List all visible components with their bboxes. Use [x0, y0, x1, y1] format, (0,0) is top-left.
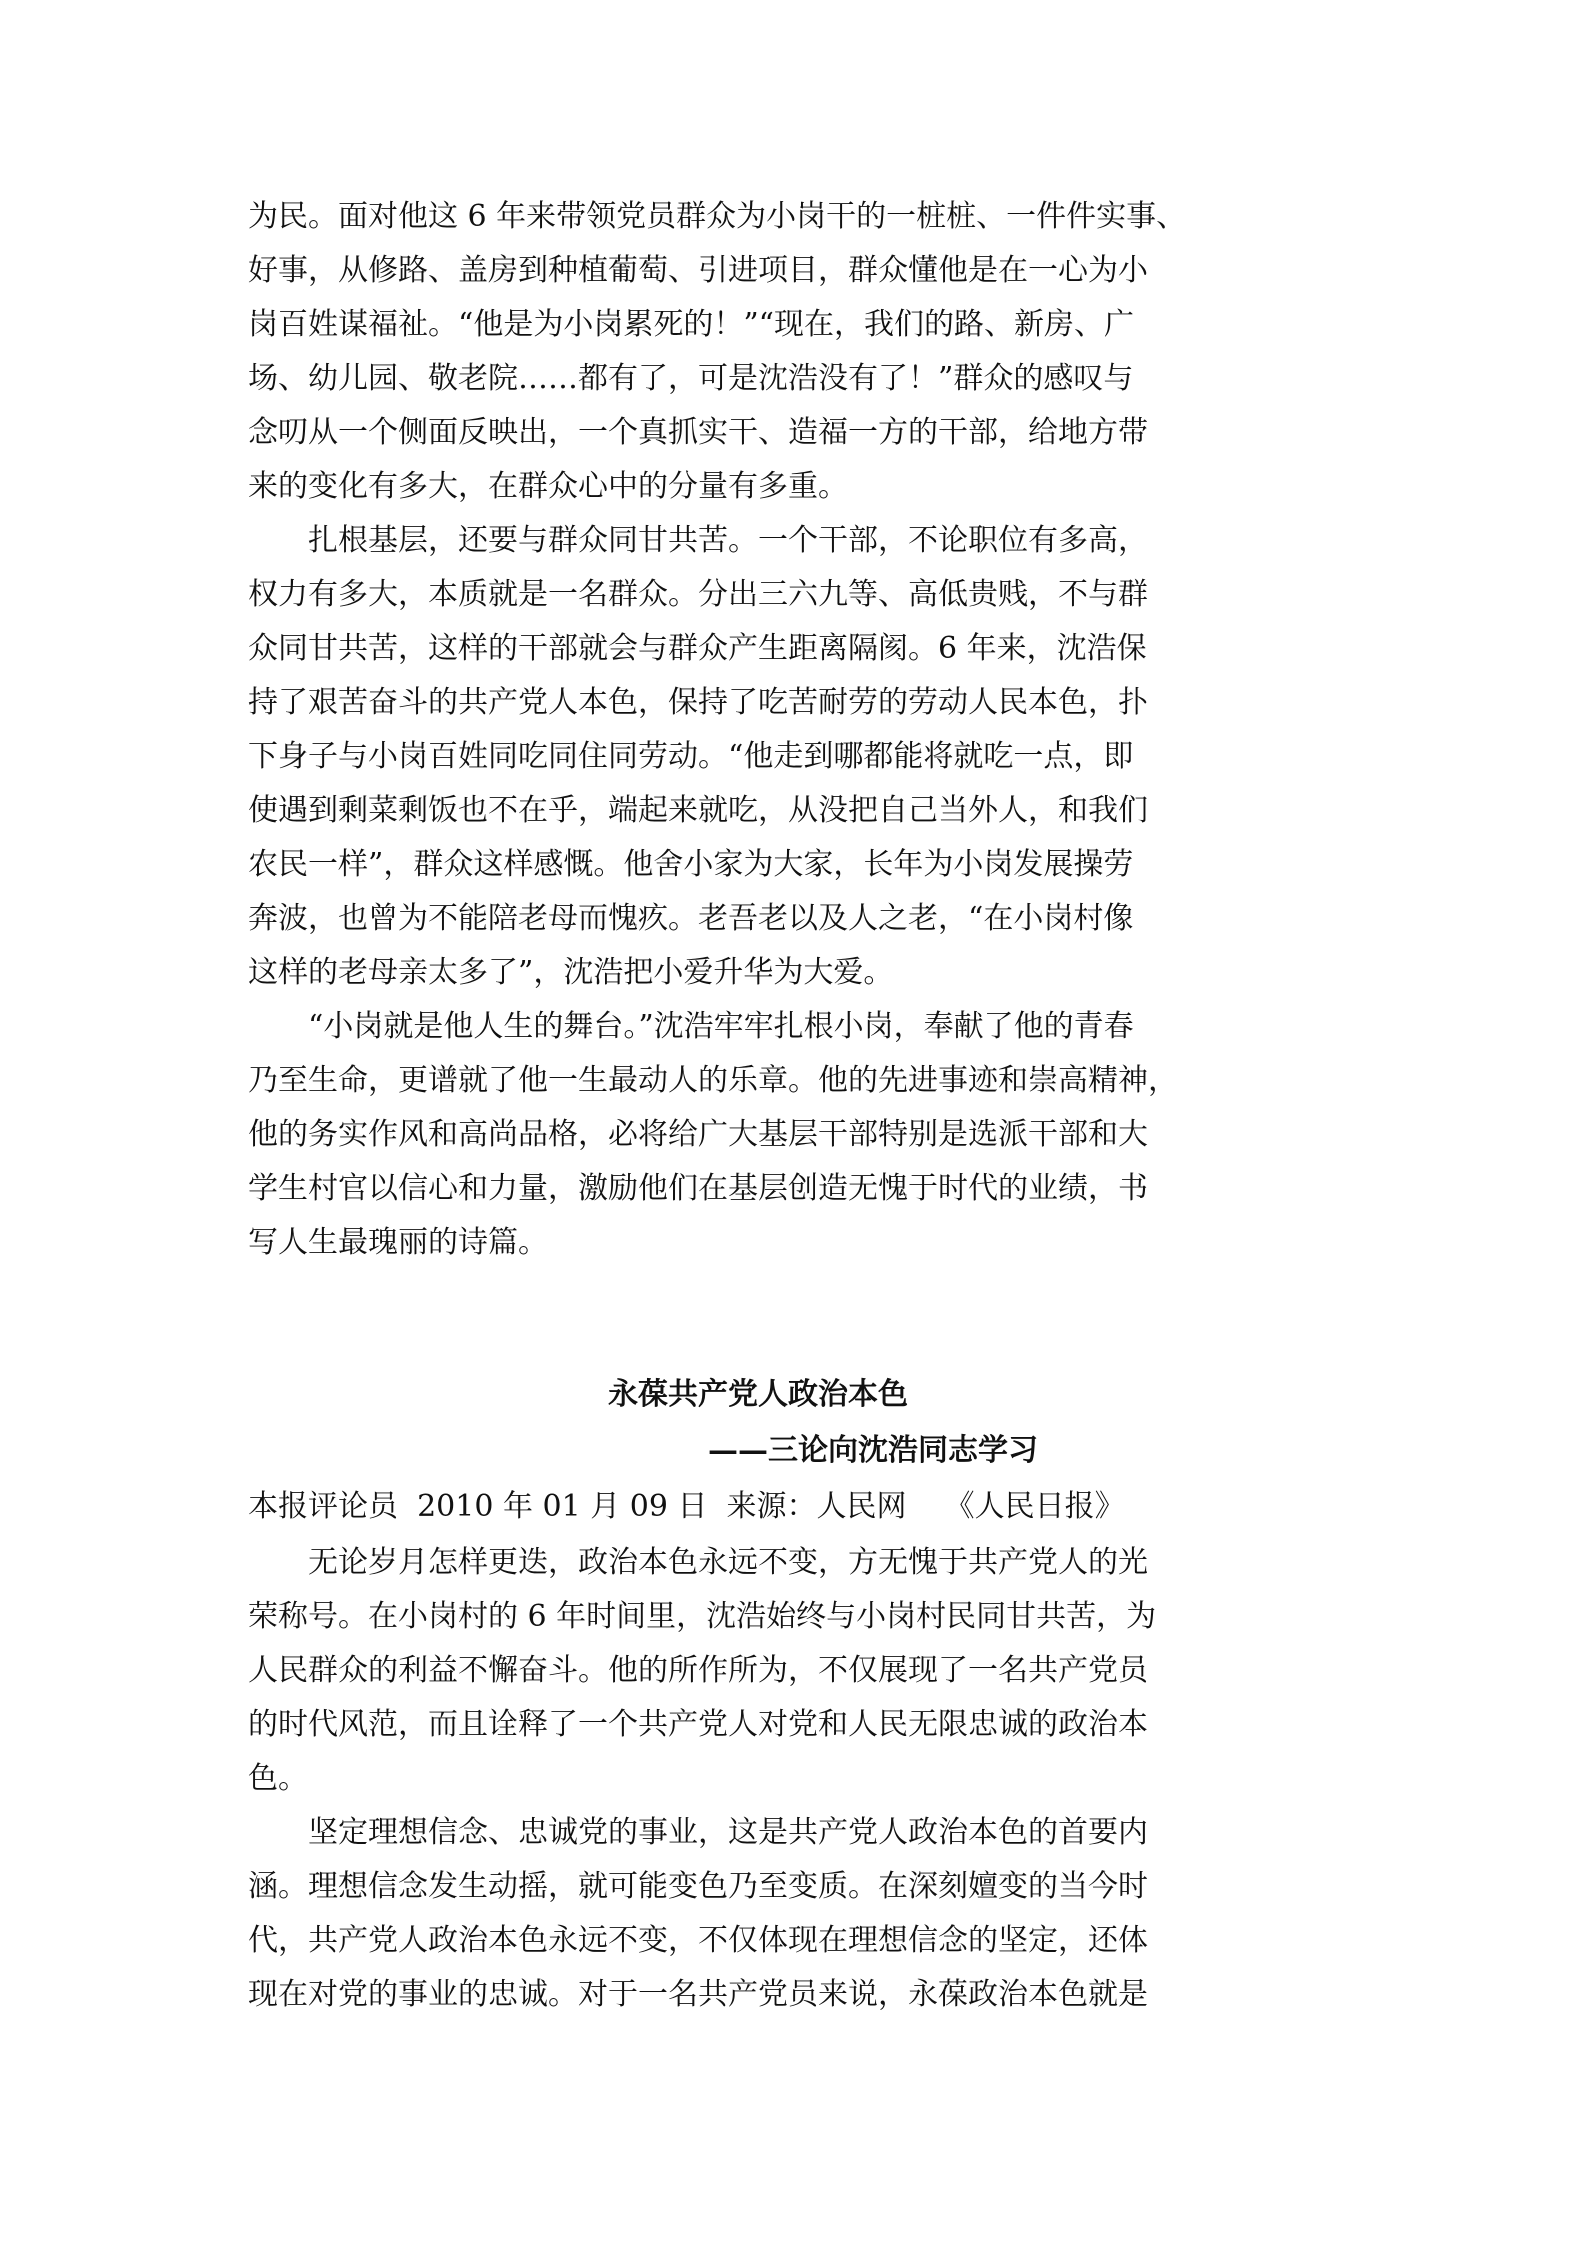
- paragraph: [248, 1000, 1348, 1270]
- paragraph: [248, 190, 1348, 514]
- article-title: 永葆共产党人政治本色: [608, 1377, 908, 1412]
- article-subtitle: ——三论向沈浩同志学习: [708, 1433, 1038, 1468]
- text-line: “小岗就是他人生的舞台。”沈浩牢牢扎根小岗，奉献了他的青春: [308, 1009, 1134, 1044]
- text-line: 写人生最瑰丽的诗篇。: [248, 1225, 548, 1260]
- text-line: 色。: [248, 1761, 308, 1796]
- text-line: 持了艰苦奋斗的共产党人本色，保持了吃苦耐劳的劳动人民本色，扑: [248, 685, 1148, 720]
- text-line: 人民群众的利益不懈奋斗。他的所作所为，不仅展现了一名共产党员: [248, 1653, 1148, 1688]
- text-line: 代，共产党人政治本色永远不变，不仅体现在理想信念的坚定，还体: [248, 1923, 1148, 1958]
- byline-container: [248, 1480, 1348, 1534]
- text-line: 他的务实作风和高尚品格，必将给广大基层干部特别是选派干部和大: [248, 1117, 1148, 1152]
- text-line: 使遇到剩菜剩饭也不在乎，端起来就吃，从没把自己当外人，和我们: [248, 793, 1148, 828]
- text-line: 现在对党的事业的忠诚。对于一名共产党员来说，永葆政治本色就是: [248, 1977, 1148, 2012]
- paragraph: [248, 1806, 1348, 2022]
- text-line: 坚定理想信念、忠诚党的事业，这是共产党人政治本色的首要内: [308, 1815, 1148, 1850]
- text-line: 扎根基层，还要与群众同甘共苦。一个干部，不论职位有多高，: [308, 523, 1148, 558]
- article-body: [248, 1536, 1348, 2022]
- text-line: 奔波，也曾为不能陪老母而愧疚。老吾老以及人之老，“在小岗村像: [248, 901, 1134, 936]
- text-line: 学生村官以信心和力量，激励他们在基层创造无愧于时代的业绩，书: [248, 1171, 1148, 1206]
- paragraph: [248, 514, 1348, 1000]
- text-line: 念叨从一个侧面反映出，一个真抓实干、造福一方的干部，给地方带: [248, 415, 1148, 450]
- paragraph: [248, 1536, 1348, 1806]
- article-header: [248, 1367, 1348, 1479]
- text-line: 荣称号。在小岗村的 6 年时间里，沈浩始终与小岗村民同甘共苦，为: [248, 1599, 1157, 1634]
- text-line: 无论岁月怎样更迭，政治本色永远不变，方无愧于共产党人的光: [308, 1545, 1148, 1580]
- article-byline: 本报评论员 2010 年 01 月 09 日 来源：人民网 《人民日报》: [248, 1489, 1125, 1524]
- text-line: 众同甘共苦，这样的干部就会与群众产生距离隔阂。6 年来，沈浩保: [248, 631, 1147, 666]
- text-line: 乃至生命，更谱就了他一生最动人的乐章。他的先进事迹和崇高精神，: [248, 1063, 1178, 1098]
- text-line: 好事，从修路、盖房到种植葡萄、引进项目，群众懂他是在一心为小: [248, 253, 1148, 288]
- article-continuation: [248, 190, 1348, 1270]
- text-line: 来的变化有多大，在群众心中的分量有多重。: [248, 469, 848, 504]
- text-line: 这样的老母亲太多了”，沈浩把小爱升华为大爱。: [248, 955, 894, 990]
- text-line: 为民。面对他这 6 年来带领党员群众为小岗干的一桩桩、一件件实事、: [248, 199, 1187, 234]
- text-line: 下身子与小岗百姓同吃同住同劳动。“他走到哪都能将就吃一点，即: [248, 739, 1134, 774]
- text-line: 涵。理想信念发生动摇，就可能变色乃至变质。在深刻嬗变的当今时: [248, 1869, 1148, 1904]
- text-line: 权力有多大，本质就是一名群众。分出三六九等、高低贵贱，不与群: [248, 577, 1148, 612]
- text-line: 岗百姓谋福祉。“他是为小岗累死的！”“现在，我们的路、新房、广: [248, 307, 1135, 342]
- text-line: 农民一样”，群众这样感慨。他舍小家为大家，长年为小岗发展操劳: [248, 847, 1134, 882]
- text-line: 的时代风范，而且诠释了一个共产党人对党和人民无限忠诚的政治本: [248, 1707, 1148, 1742]
- text-line: 场、幼儿园、敬老院……都有了，可是沈浩没有了！”群众的感叹与: [248, 361, 1134, 396]
